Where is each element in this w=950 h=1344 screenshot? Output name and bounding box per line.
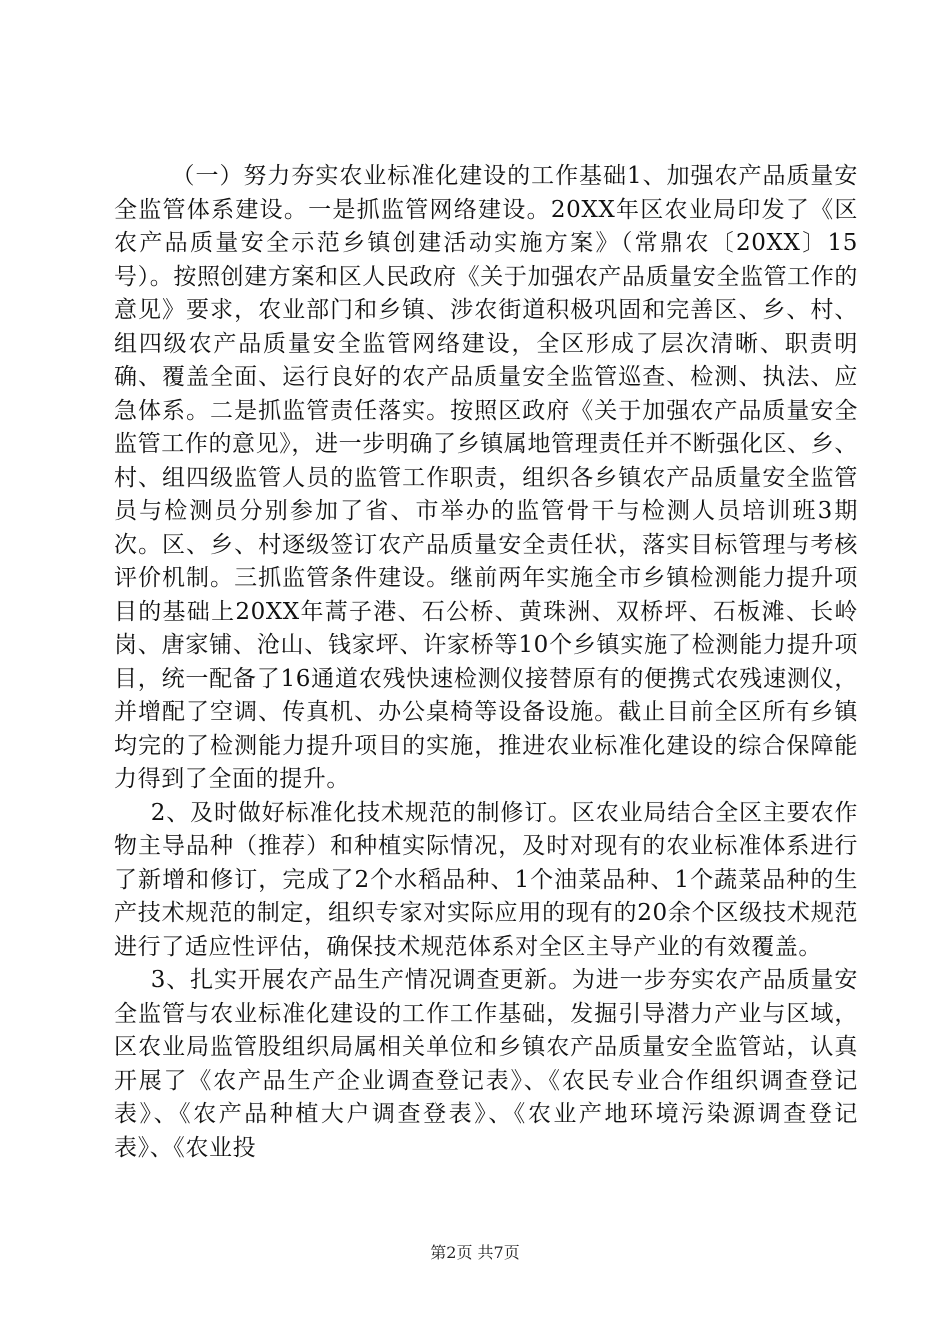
document-body	[114, 160, 858, 1165]
paragraph-1: （一）努力夯实农业标准化建设的工作基础1、加强农产品质量安全监管体系建设。一是抓监管网络建设。20XX年区农业局印发了《区农产品质量安全示范乡镇创建活动实施方案》（常鼎农〔20XX〕15号）。按照创建方案和区人民政府《关于加强农产品质量安全监管工作的意见》要求，农业部门和乡镇、涉农街道积极巩固和完善区、乡、村、组四级农产品质量安全监管网络建设，全区形成了层次清晰、职责明确、覆盖全面、运行良好的农产品质量安全监管巡查、检测、执法、应急体系。二是抓监管责任落实。按照区政府《关于加强农产品质量安全监管工作的意见》，进一步明确了乡镇属地管理责任并不断强化区、乡、村、组四级监管人员的监管工作职责，组织各乡镇农产品质量安全监管员与检测员分别参加了省、市举办的监管骨干与检测人员培训班3期次。区、乡、村逐级签订农产品质量安全责任状，落实目标管理与考核评价机制。三抓监管条件建设。继前两年实施全市乡镇检测能力提升项目的基础上20XX年蒿子港、石公桥、黄珠洲、双桥坪、石板滩、长岭岗、唐家铺、沧山、钱家坪、许家桥等10个乡镇实施了检测能力提升项目，统一配备了16通道农残快速检测仪接替原有的便携式农残速测仪，并增配了空调、传真机、办公桌椅等设备设施。截止目前全区所有乡镇均完的了检测能力提升项目的实施，推进农业标准化建设的综合保障能力得到了全面的提升。	[114, 163, 858, 792]
page-number-footer: 第2页 共7页	[430, 1243, 520, 1262]
paragraph-3: 3、扎实开展农产品生产情况调查更新。为进一步夯实农产品质量安全监管与农业标准化建设的工作工作基础，发掘引导潜力产业与区域，区农业局监管股组织局属相关单位和乡镇农产品质量安全监管站，认真开展了《农产品生产企业调查登记表》、《农民专业合作组织调查登记表》、《农产品种植大户调查登表》、《农业产地环境污染源调查登记表》、《农业投	[114, 967, 858, 1161]
paragraph-2: 2、及时做好标准化技术规范的制修订。区农业局结合全区主要农作物主导品种（推荐）和种植实际情况，及时对现有的农业标准体系进行了新增和修订，完成了2个水稻品种、1个油菜品种、1个蔬菜品种的生产技术规范的制定，组织专家对实际应用的现有的20余个区级技术规范进行了适应性评估，确保技术规范体系对全区主导产业的有效覆盖。	[114, 799, 858, 960]
